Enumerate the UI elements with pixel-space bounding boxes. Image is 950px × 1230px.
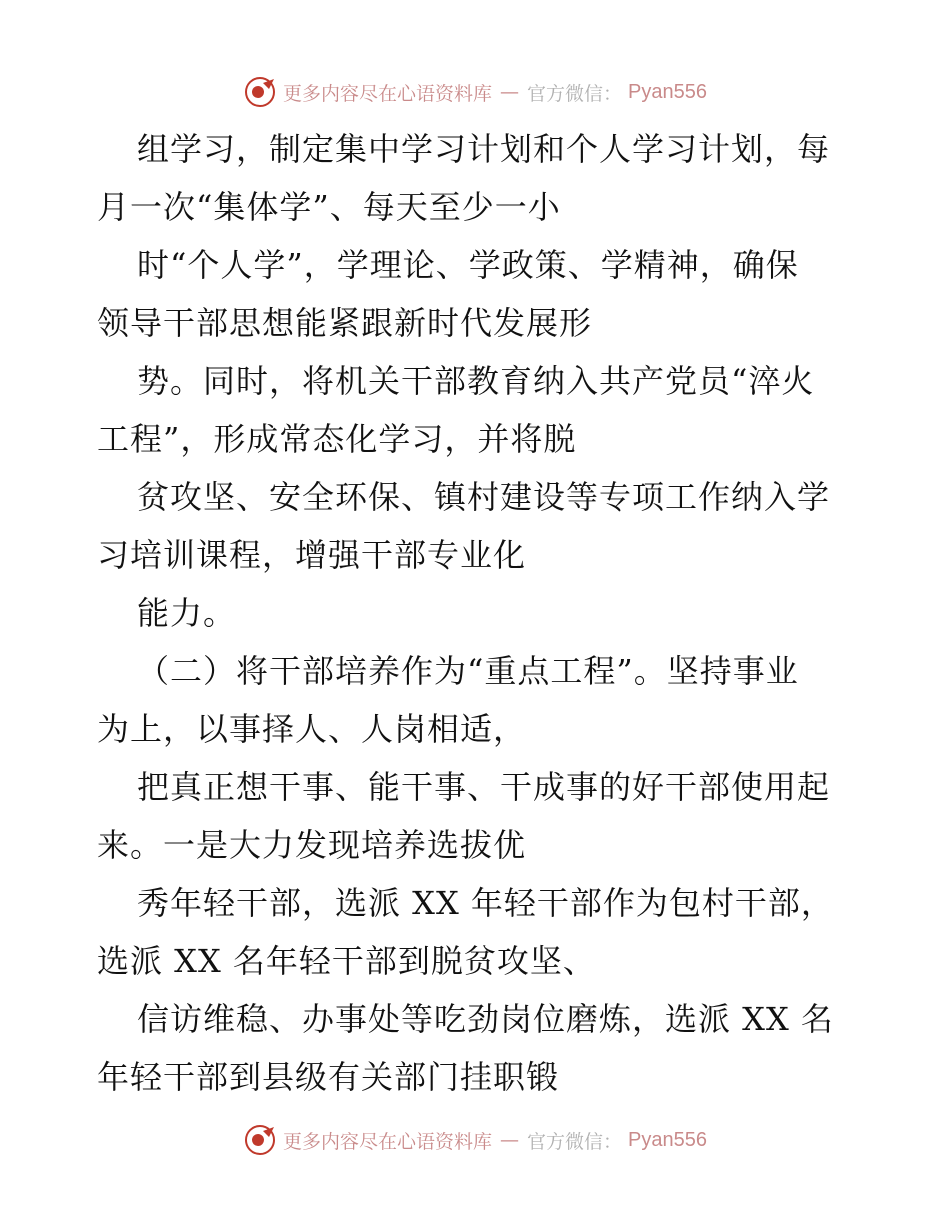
text-line: 能力。 — [137, 594, 237, 632]
text-line: 贫攻坚、安全环保、镇村建设等专项工作纳入学 — [137, 478, 831, 516]
text-line: 组学习，制定集中学习计划和个人学习计划，每 — [137, 130, 831, 168]
text-line: 秀年轻干部，选派 XX 年轻干部作为包村干部， — [137, 884, 834, 922]
text-line: 把真正想干事、能干事、干成事的好干部使用起 — [137, 768, 831, 806]
text-line: 年轻干部到县级有关部门挂职锻 — [97, 1058, 560, 1096]
text-line: 月一次“集体学”、每天至少一小 — [97, 188, 561, 226]
document-body — [97, 120, 853, 1106]
text-line: 势。同时，将机关干部教育纳入共产党员“淬火 — [137, 362, 815, 400]
watermark-brand: 更多内容尽在心语资料库 — [283, 82, 493, 105]
logo-icon — [243, 75, 277, 109]
text-line: （二）将干部培养作为“重点工程”。坚持事业 — [137, 652, 799, 690]
watermark-header — [0, 72, 950, 112]
watermark-footer — [0, 1120, 950, 1160]
text-line: 工程”，形成常态化学习，并将脱 — [97, 420, 577, 458]
watermark-official-label: 官方微信： — [527, 82, 623, 105]
text-line: 时“个人学”，学理论、学政策、学精神，确保 — [137, 246, 799, 284]
watermark-dash: — — [500, 81, 520, 103]
text-line: 来。一是大力发现培养选拔优 — [97, 826, 527, 864]
text-line: 领导干部思想能紧跟新时代发展形 — [97, 304, 593, 342]
watermark-account: Pyan556 — [628, 1128, 707, 1151]
watermark-account: Pyan556 — [628, 80, 707, 103]
watermark-brand: 更多内容尽在心语资料库 — [283, 1130, 493, 1153]
text-line: 为上，以事择人、人岗相适， — [97, 710, 527, 748]
watermark-official-label: 官方微信： — [527, 1130, 623, 1153]
watermark-dash: — — [500, 1129, 520, 1151]
text-line: 信访维稳、办事处等吃劲岗位磨炼，选派 XX 名 — [137, 1000, 834, 1038]
logo-icon — [243, 1123, 277, 1157]
text-line: 习培训课程，增强干部专业化 — [97, 536, 527, 574]
text-line: 选派 XX 名年轻干部到脱贫攻坚、 — [97, 942, 596, 980]
